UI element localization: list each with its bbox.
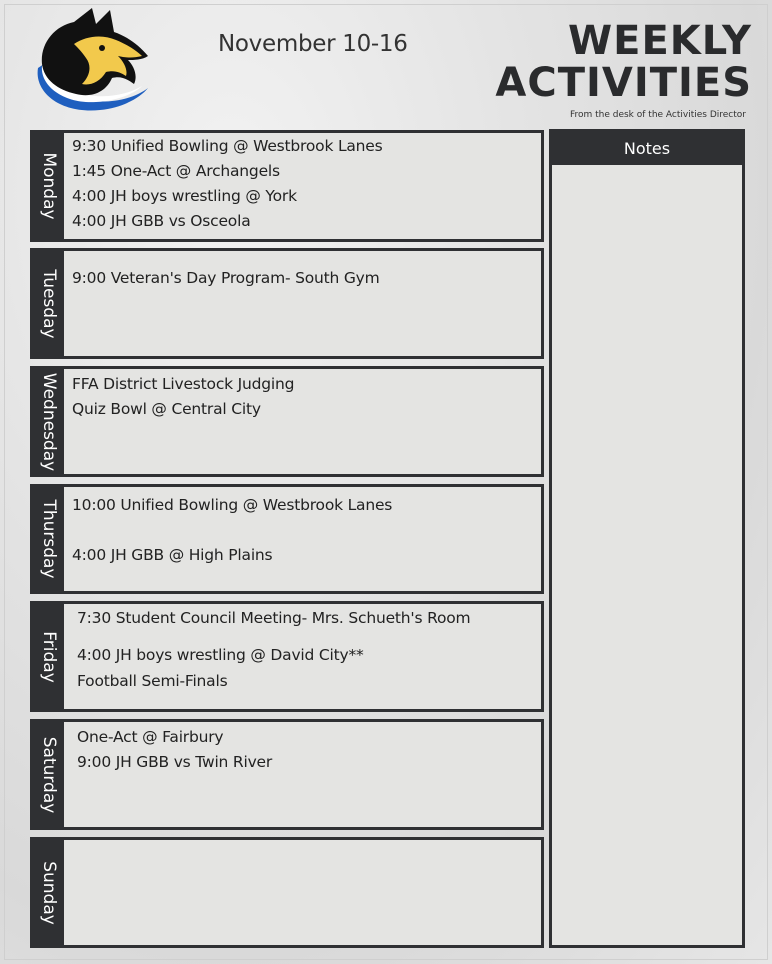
day-tuesday (30, 248, 544, 359)
day-label-monday (33, 133, 64, 239)
day-label-sunday (33, 840, 64, 945)
events-monday (72, 133, 535, 239)
event-item: 9:00 JH GBB vs Twin River (77, 753, 273, 771)
day-name: Sunday (38, 860, 59, 925)
day-label-friday (33, 604, 64, 709)
day-saturday (30, 719, 544, 830)
day-wednesday (30, 366, 544, 477)
event-item: 1:45 One-Act @ Archangels (72, 162, 280, 180)
day-thursday (30, 484, 544, 594)
title-line-activities: ACTIVITIES (495, 60, 752, 106)
day-friday (30, 601, 544, 712)
day-name: Monday (38, 152, 59, 220)
day-label-wednesday (33, 369, 64, 474)
event-item: 9:00 Veteran's Day Program- South Gym (72, 269, 380, 287)
day-label-saturday (33, 722, 64, 827)
events-thursday (72, 487, 535, 591)
day-name: Wednesday (38, 372, 59, 471)
event-item: One-Act @ Fairbury (77, 728, 224, 746)
event-item: Football Semi-Finals (77, 672, 228, 690)
day-name: Saturday (38, 736, 59, 813)
events-sunday (72, 840, 535, 945)
day-name: Thursday (38, 499, 59, 579)
subtitle: From the desk of the Activities Director (569, 110, 746, 120)
day-monday (30, 130, 544, 242)
page-title (495, 20, 752, 104)
day-name: Friday (38, 630, 59, 683)
events-saturday (77, 722, 535, 827)
day-label-thursday (33, 487, 64, 591)
event-item: 4:00 JH GBB vs Osceola (72, 212, 251, 230)
date-range: November 10-16 (218, 31, 408, 57)
notes-heading: Notes (552, 132, 742, 165)
event-item: 4:00 JH boys wrestling @ York (72, 187, 297, 205)
day-name: Tuesday (38, 268, 59, 339)
event-item: Quiz Bowl @ Central City (72, 400, 261, 418)
event-item: FFA District Livestock Judging (72, 375, 295, 393)
day-label-tuesday (33, 251, 64, 356)
event-item: 4:00 JH boys wrestling @ David City** (77, 646, 364, 664)
event-item: 9:30 Unified Bowling @ Westbrook Lanes (72, 137, 383, 155)
events-wednesday (72, 369, 535, 474)
title-line-weekly: WEEKLY (568, 18, 752, 64)
events-friday (77, 604, 535, 709)
event-item: 10:00 Unified Bowling @ Westbrook Lanes (72, 496, 393, 514)
day-sunday (30, 837, 544, 948)
notes-panel (549, 129, 745, 948)
event-item: 4:00 JH GBB @ High Plains (72, 546, 273, 564)
husky-logo (30, 6, 154, 118)
events-tuesday (72, 251, 535, 356)
event-item: 7:30 Student Council Meeting- Mrs. Schueth's Room (77, 609, 471, 627)
